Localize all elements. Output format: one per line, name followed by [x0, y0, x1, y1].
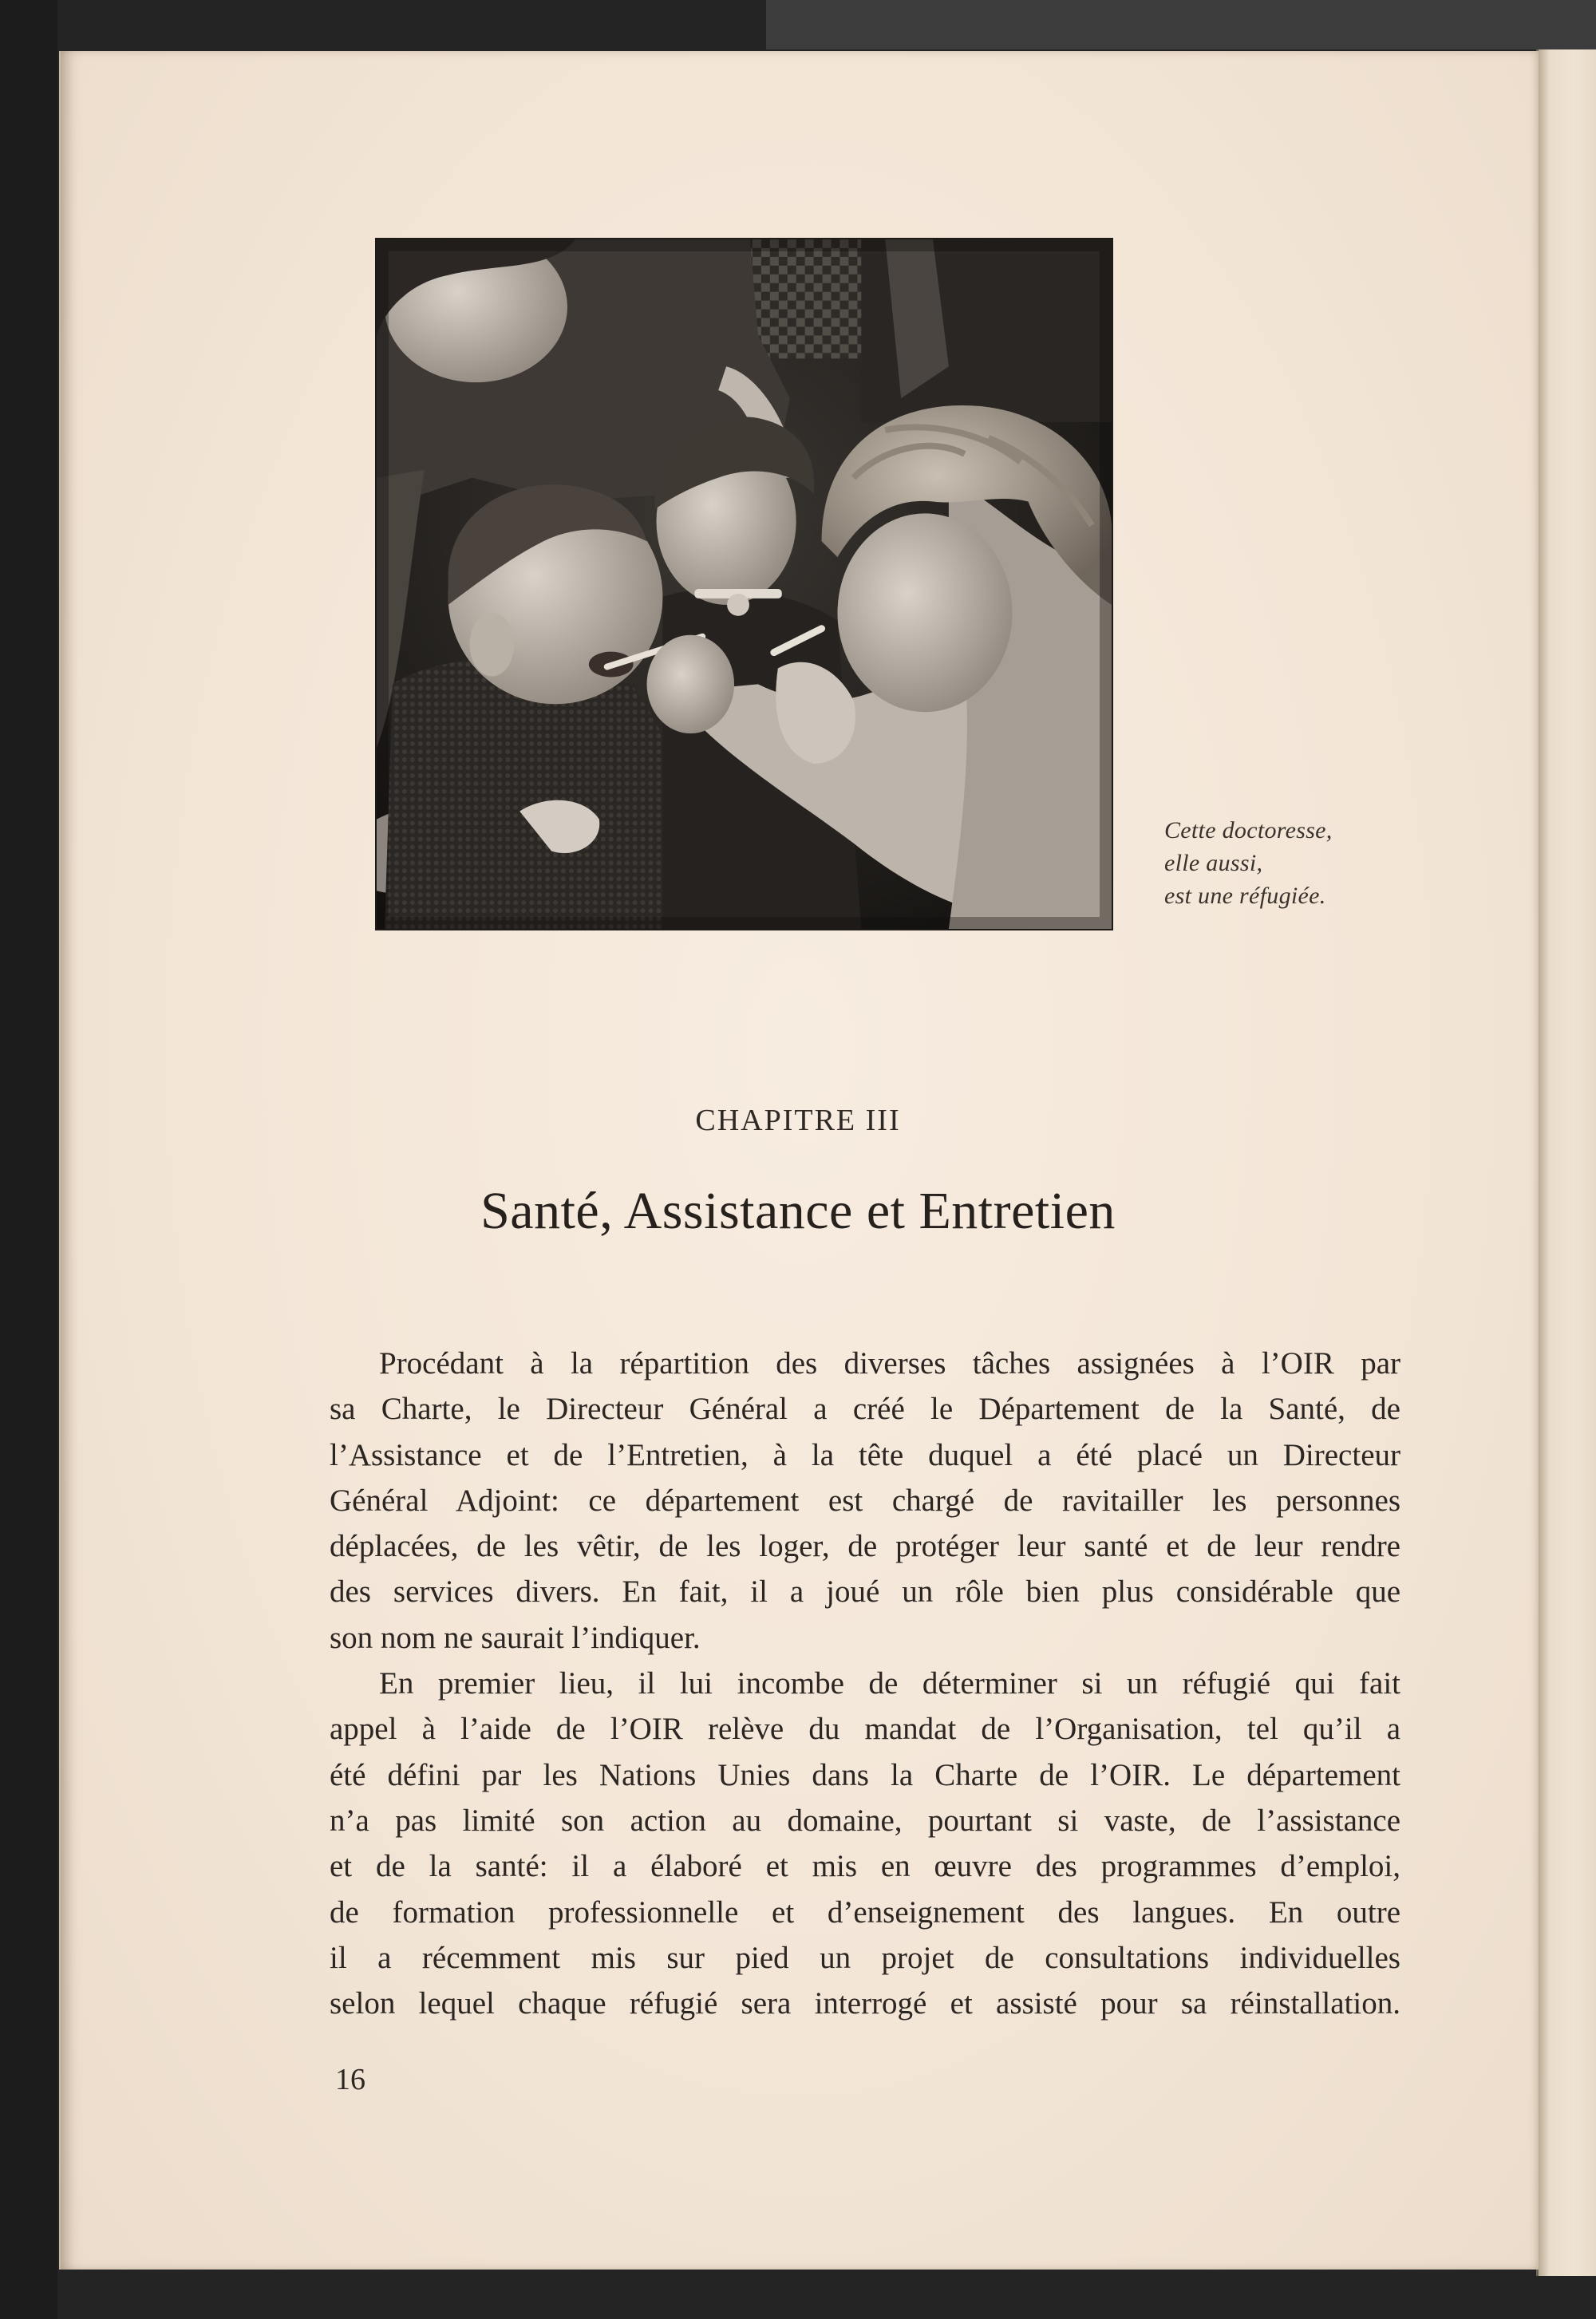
- paragraph-1-line: déplacées, de les vêtir, de les loger, de protéger leur santé et de leur rendre: [330, 1529, 1400, 1564]
- paragraph-2-line: de formation professionnelle et d’enseignement des langues. En outre: [330, 1894, 1400, 1930]
- chapter-label: CHAPITRE III: [695, 1104, 901, 1137]
- paragraph-2-line: n’a pas limité son action au domaine, pourtant si vaste, de l’assistance: [330, 1803, 1400, 1838]
- paragraph-2-line: selon lequel chaque réfugié sera interrogé et assisté pour sa réinstallation.: [330, 1986, 1400, 2021]
- paragraph-2-line: été défini par les Nations Unies dans la Charte de l’OIR. Le département: [330, 1757, 1400, 1792]
- paragraph-2-line: En premier lieu, il lui incombe de déterminer si un réfugié qui fait: [379, 1666, 1400, 1701]
- facing-page-edge: [1536, 49, 1596, 2276]
- paragraph-2-line: il a récemment mis sur pied un projet de consultations individuelles: [330, 1940, 1400, 1975]
- paragraph-1-line: sa Charte, le Directeur Général a créé le Département de la Santé, de: [330, 1392, 1400, 1427]
- body-text: [330, 1341, 1400, 2026]
- paragraph-1-line: Général Adjoint: ce département est chargé de ravitailler les personnes: [330, 1483, 1400, 1518]
- photograph: [375, 238, 1113, 930]
- paragraph-1-line: Procédant à la répartition des diverses tâches assignées à l’OIR par: [379, 1346, 1400, 1381]
- page-number: 16: [335, 2063, 365, 2096]
- paragraph-2-line: appel à l’aide de l’OIR relève du mandat de l’Organisation, tel qu’il a: [330, 1712, 1400, 1747]
- caption-line: Cette doctoresse,: [1164, 817, 1333, 843]
- paragraph-1-line: son nom ne saurait l’indiquer.: [330, 1620, 701, 1655]
- scan-background-top: [766, 0, 1596, 49]
- paragraph-1-line: des services divers. En fait, il a joué un rôle bien plus considérable que: [330, 1574, 1400, 1610]
- chapter-title: Santé, Assistance et Entretien: [480, 1182, 1116, 1240]
- caption-line: est une réfugiée.: [1164, 883, 1326, 909]
- scan-background-left: [0, 0, 57, 2319]
- caption-line: elle aussi,: [1164, 850, 1263, 876]
- photo-caption: [1164, 814, 1428, 912]
- photo-children-doctor-image: [377, 239, 1112, 929]
- paragraph-2-line: et de la santé: il a élaboré et mis en œuvre des programmes d’emploi,: [330, 1849, 1400, 1884]
- paragraph-1-line: l’Assistance et de l’Entretien, à la tête duquel a été placé un Directeur: [330, 1437, 1400, 1472]
